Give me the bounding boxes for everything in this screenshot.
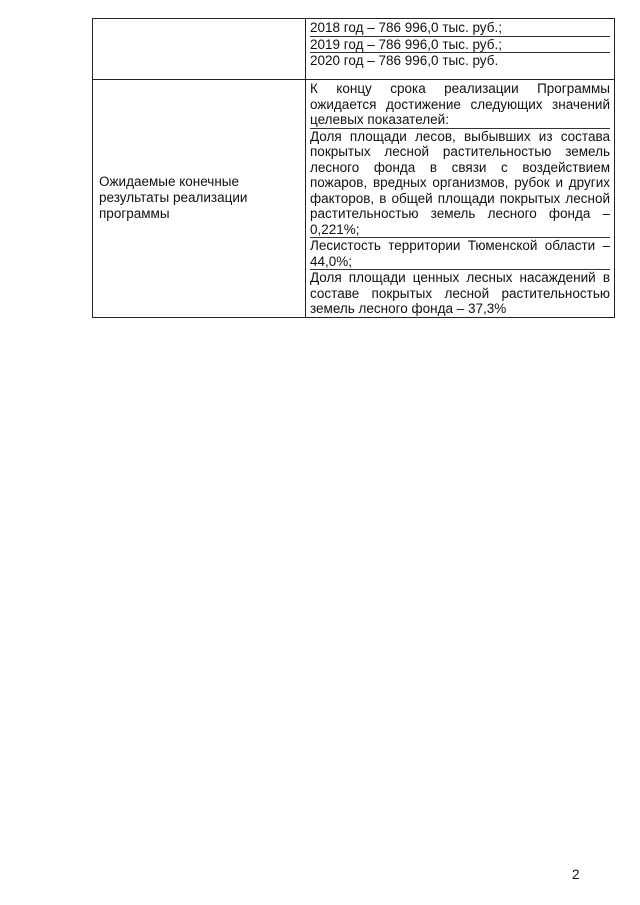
expected-results-label: Ожидаемые конечные результаты реализации программы	[93, 80, 306, 318]
page-number: 2	[572, 867, 580, 882]
funding-by-year-cell	[306, 19, 615, 80]
results-intro-paragraph: К концу срока реализации Программы ожидается достижение следующих значений целевых показателей:	[310, 81, 610, 127]
program-passport-table	[92, 18, 615, 318]
indicator-forest-cover: Лесистость территории Тюменской области – 44,0%;	[310, 238, 610, 269]
expected-results-cell	[306, 80, 615, 318]
indicator-forest-loss-share: Доля площади лесов, выбывших из состава покрытых лесной растительностью земель лесного фонда в связи с воздействием пожаров, вредных организмов, рубок и других факторов, в общей площади покрытых лесной растительностью земель лесного фонда – 0,221%;	[310, 128, 610, 237]
row-label-empty	[93, 19, 306, 80]
indicator-valuable-stands-share: Доля площади ценных лесных насаждений в составе покрытых лесной растительностью земель лесного фонда – 37,3%	[310, 270, 610, 316]
table-row-expected-results	[93, 80, 615, 318]
table-row-funding	[93, 19, 615, 80]
funding-line-2020: 2020 год – 786 996,0 тыс. руб.	[310, 53, 499, 68]
funding-line-2019: 2019 год – 786 996,0 тыс. руб.;	[310, 37, 610, 54]
funding-line-2018: 2018 год – 786 996,0 тыс. руб.;	[310, 20, 610, 37]
